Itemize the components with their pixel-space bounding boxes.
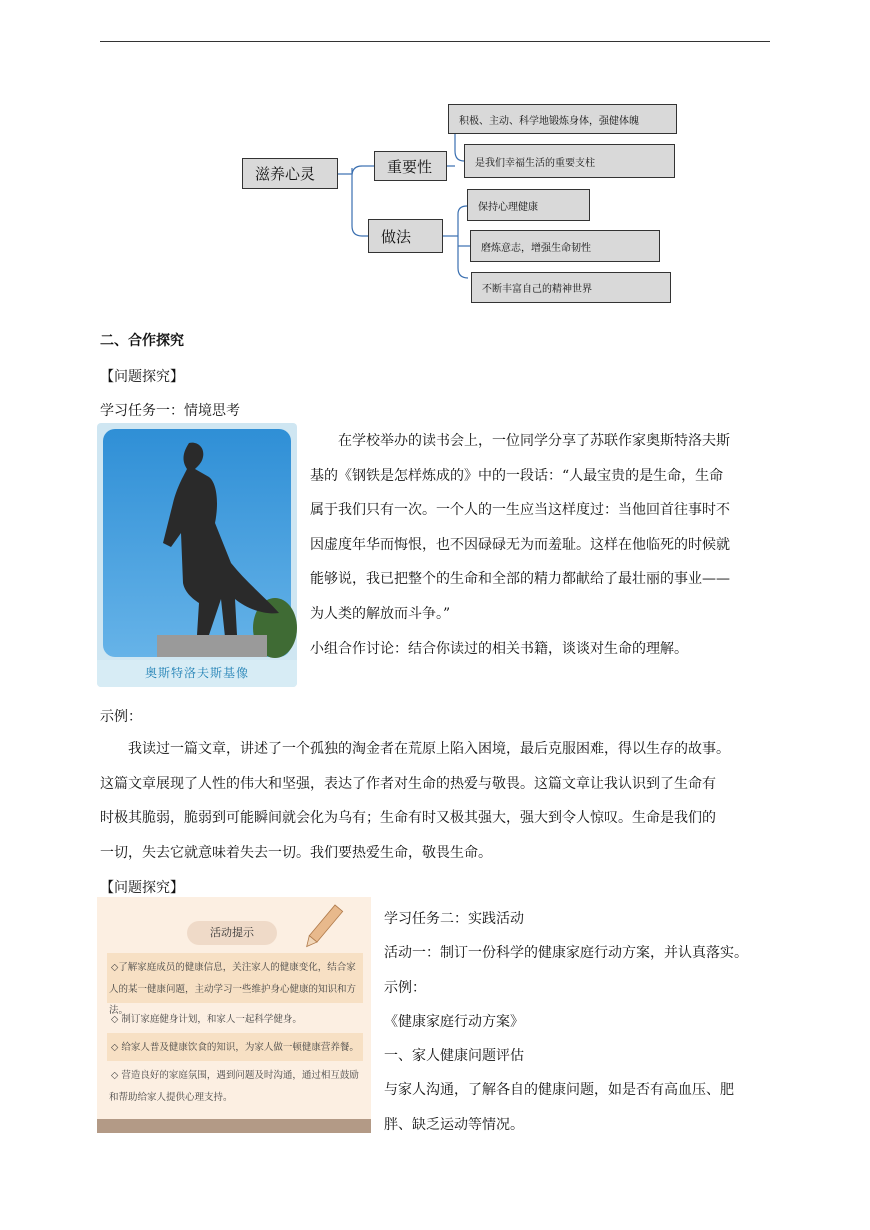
tip-title: 活动提示 [187, 921, 277, 945]
importance-item-2-text: 是我们幸福生活的重要支柱 [475, 157, 595, 169]
tip-line-3: ◇ 制订家庭健身计划，和家人一起科学健身。 [111, 1014, 302, 1025]
tip-line-5: ◇ 营造良好的家庭氛围，遇到问题及时沟通，通过相互鼓励 [111, 1070, 359, 1081]
task1-paragraph [310, 424, 770, 666]
method-item-2 [470, 230, 660, 262]
task1-discussion: 小组合作讨论：结合你读过的相关书籍，谈谈对生命的理解。 [310, 640, 688, 657]
example-label: 示例： [100, 709, 142, 725]
task2-line-1: 学习任务二：实践活动 [384, 911, 524, 927]
task1-line-5: 能够说，我已把整个的生命和全部的精力都献给了最壮丽的事业—— [310, 571, 730, 588]
mind-map-importance-node [374, 151, 447, 181]
task1-line-2: 基的《钢铁是怎样炼成的》中的一段话：“人最宝贵的是生命，生命 [310, 467, 724, 484]
example-line-2: 这篇文章展现了人性的伟大和坚强，表达了作者对生命的热爱与敬畏。这篇文章让我认识到了生命有 [100, 775, 716, 792]
task2-line-6: 与家人沟通，了解各自的健康问题，如是否有高血压、肥 [384, 1082, 734, 1099]
tip-line-2: 人的某一健康问题，主动学习一些维护身心健康的知识和方法。 [109, 984, 357, 1016]
example-paragraph [100, 732, 770, 870]
mind-map-root-label: 滋养心灵 [255, 165, 316, 183]
method-item-3-text: 不断丰富自己的精神世界 [482, 284, 592, 295]
method-item-2-text: 磨炼意志，增强生命韧性 [481, 242, 591, 254]
statue-image [97, 423, 297, 687]
inquiry-tag-2: 【问题探究】 [100, 880, 184, 896]
section-heading: 二、合作探究 [100, 333, 184, 349]
importance-item-2 [464, 144, 675, 178]
task2-line-5: 一、家人健康问题评估 [384, 1048, 524, 1065]
method-item-3 [471, 272, 671, 303]
importance-label: 重要性 [387, 157, 433, 176]
activity-tip-image [97, 897, 371, 1133]
tip-line-1: ◇了解家庭成员的健康信息，关注家人的健康变化，结合家 [111, 962, 356, 973]
task2-line-2: 活动一：制订一份科学的健康家庭行动方案，并认真落实。 [384, 945, 748, 962]
tip-line-6: 和帮助给家人提供心理支持。 [109, 1092, 233, 1103]
method-item-1 [467, 189, 590, 221]
mind-map-method-node [368, 219, 443, 253]
example-line-3: 时极其脆弱，脆弱到可能瞬间就会化为乌有；生命有时又极其强大，强大到令人惊叹。生命是我们的 [100, 810, 716, 827]
task1-line-4: 因虚度年华而悔恨，也不因碌碌无为而羞耻。这样在他临死的时候就 [310, 536, 730, 553]
task1-line-6: 为人类的解放而斗争。” [310, 605, 451, 622]
importance-item-1 [448, 104, 677, 134]
statue-illustration [97, 423, 297, 660]
task2-line-4: 《健康家庭行动方案》 [384, 1013, 524, 1030]
importance-item-1-text: 积极、主动、科学地锻炼身体，强健体魄 [459, 115, 639, 127]
inquiry-tag-1: 【问题探究】 [100, 369, 184, 385]
task2-block [384, 902, 774, 1142]
tip-bottom-strip [97, 1119, 371, 1133]
example-line-1: 我读过一篇文章，讲述了一个孤独的淘金者在荒原上陷入困境，最后克服困难，得以生存的故事。 [128, 741, 730, 757]
task1-title: 学习任务一：情境思考 [100, 403, 240, 419]
mind-map-root [242, 158, 338, 189]
task2-line-3: 示例： [384, 979, 426, 996]
task1-line-1: 在学校举办的读书会上，一位同学分享了苏联作家奥斯特洛夫斯 [338, 433, 730, 449]
task2-line-7: 胖、缺乏运动等情况。 [384, 1116, 524, 1133]
task1-line-3: 属于我们只有一次。一个人的一生应当这样度过：当他回首往事时不 [310, 502, 730, 519]
method-label: 做法 [381, 227, 412, 246]
statue-caption: 奥斯特洛夫斯基像 [97, 660, 297, 687]
tip-line-4: ◇ 给家人普及健康饮食的知识，为家人做一顿健康营养餐。 [111, 1042, 359, 1053]
method-item-1-text: 保持心理健康 [478, 201, 538, 213]
example-line-4: 一切，失去它就意味着失去一切。我们要热爱生命，敬畏生命。 [100, 844, 492, 861]
